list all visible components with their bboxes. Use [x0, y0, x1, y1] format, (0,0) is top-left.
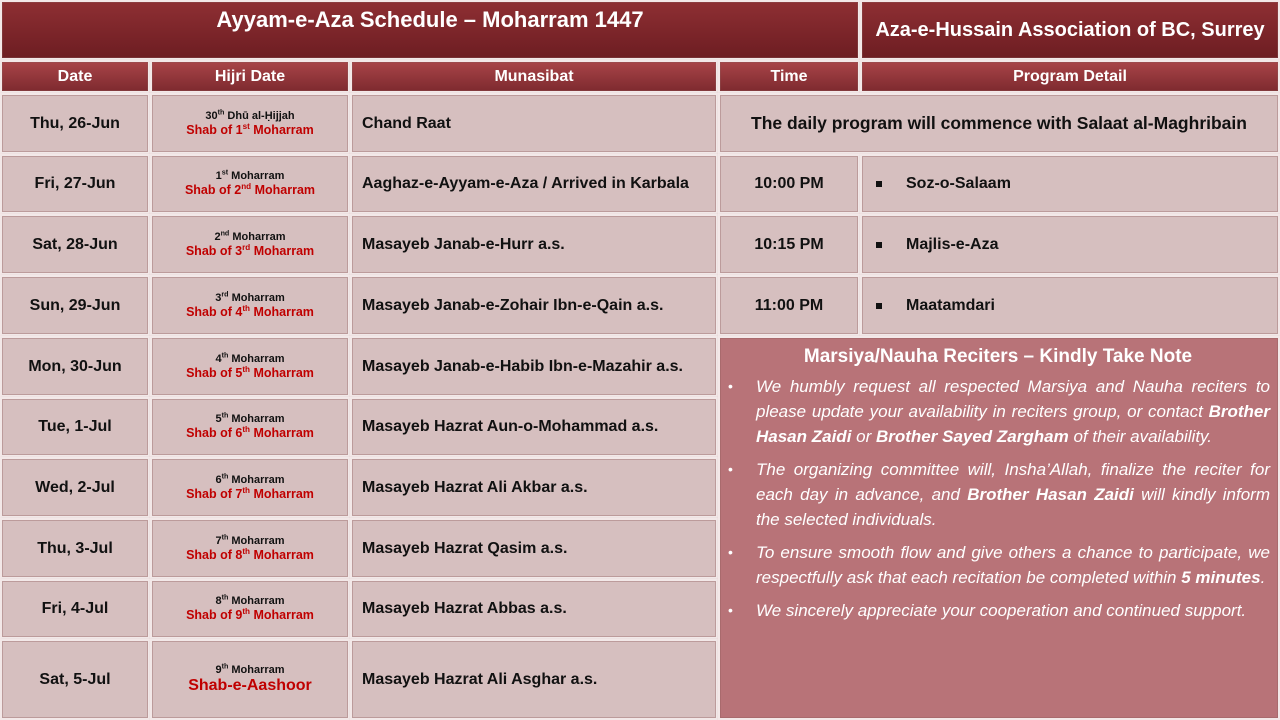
row-hijri-date [150, 154, 350, 214]
row-munasibat: Masayeb Janab-e-Hurr a.s. [350, 214, 718, 275]
hijri-shab: Shab of 3rd Moharram [185, 242, 315, 258]
row-date: Sat, 28-Jun [0, 214, 150, 275]
hijri-day: 9th Moharram [215, 662, 285, 676]
row-hijri-date [150, 336, 350, 397]
program-item-label: Majlis-e-Aza [906, 235, 999, 253]
row-munasibat: Masayeb Janab-e-Zohair Ibn-e-Qain a.s. [350, 275, 718, 336]
hijri-day: 1st Moharram [215, 168, 285, 183]
row-munasibat: Masayeb Hazrat Ali Asghar a.s. [350, 639, 718, 720]
row-munasibat: Masayeb Hazrat Abbas a.s. [350, 579, 718, 639]
row-munasibat: Chand Raat [350, 93, 718, 154]
notice-item: • To ensure smooth flow and give others a chance to participate, we respectfully ask that each recitation be completed within 5 minutes. [726, 540, 1270, 590]
row-date: Thu, 3-Jul [0, 518, 150, 579]
row-hijri-date [150, 518, 350, 579]
row-munasibat: Aaghaz-e-Ayyam-e-Aza / Arrived in Karbala [350, 154, 718, 214]
program-item [860, 154, 1280, 214]
hijri-day: 6th Moharram [215, 472, 285, 486]
notice-list [726, 374, 1270, 631]
hijri-day: 4th Moharram [215, 351, 285, 365]
row-hijri-date [150, 214, 350, 275]
row-date: Sat, 5-Jul [0, 639, 150, 720]
row-date: Fri, 4-Jul [0, 579, 150, 639]
row-hijri-date [150, 397, 350, 457]
row-hijri-date [150, 93, 350, 154]
col-header-date: Date [0, 60, 150, 93]
row-munasibat: Masayeb Janab-e-Habib Ibn-e-Mazahir a.s. [350, 336, 718, 397]
hijri-day: 8th Moharram [215, 593, 285, 608]
program-time: 10:15 PM [718, 214, 860, 275]
hijri-day: 7th Moharram [215, 533, 285, 547]
hijri-shab: Shab of 2nd Moharram [184, 181, 316, 198]
col-header-hijri-date: Hijri Date [150, 60, 350, 93]
notice-item: • We sincerely appreciate your cooperation and continued support. [726, 598, 1270, 623]
hijri-day: 3rd Moharram [215, 290, 285, 304]
row-date: Mon, 30-Jun [0, 336, 150, 397]
row-hijri-date [150, 275, 350, 336]
program-time: 11:00 PM [718, 275, 860, 336]
square-bullet-icon [876, 181, 882, 187]
notice-item: • We humbly request all respected Marsiya and Nauha reciters to please update your availability in reciters group, or contact Brother Hasan Zaidi or Brother Sayed Zargham of their availability. [726, 374, 1270, 449]
program-item-label: Soz-o-Salaam [906, 175, 1011, 192]
row-date: Wed, 2-Jul [0, 457, 150, 518]
hijri-shab: Shab-e-Aashoor [188, 676, 312, 694]
hijri-day: 2nd Moharram [214, 229, 286, 243]
square-bullet-icon [876, 303, 882, 309]
hijri-shab: Shab of 5th Moharram [186, 364, 314, 380]
hijri-shab: Shab of 7th Moharram [186, 485, 314, 501]
reciters-notice-panel [718, 336, 1280, 720]
hijri-shab: Shab of 8th Moharram [186, 546, 314, 562]
notice-title: Marsiya/Nauha Reciters – Kindly Take Note [803, 346, 1193, 367]
program-item [860, 275, 1280, 336]
page-title: Ayyam-e-Aza Schedule – Moharram 1447 [216, 7, 644, 32]
row-munasibat: Masayeb Hazrat Qasim a.s. [350, 518, 718, 579]
row-munasibat: Masayeb Hazrat Ali Akbar a.s. [350, 457, 718, 518]
col-header-time: Time [718, 60, 860, 93]
row-date: Thu, 26-Jun [0, 93, 150, 154]
row-date: Sun, 29-Jun [0, 275, 150, 336]
notice-item: • The organizing committee will, Insha’Allah, finalize the reciter for each day in advance, and Brother Hasan Zaidi will kindly inform the selected individuals. [726, 457, 1270, 532]
col-header-munasibat: Munasibat [350, 60, 718, 93]
program-commence-note: The daily program will commence with Salaat al-Maghribain [718, 93, 1280, 154]
hijri-day: 5th Moharram [215, 411, 285, 426]
hijri-shab: Shab of 4th Moharram [186, 303, 314, 319]
row-date: Tue, 1-Jul [0, 397, 150, 457]
hijri-shab: Shab of 6th Moharram [186, 424, 314, 441]
hijri-day: 30th Dhū al-Ḥijjah [205, 108, 295, 122]
col-header-program-detail: Program Detail [860, 60, 1280, 93]
square-bullet-icon [876, 242, 882, 248]
row-date: Fri, 27-Jun [0, 154, 150, 214]
program-item-label: Maatamdari [906, 296, 995, 314]
org-name-bar [860, 0, 1280, 60]
row-munasibat: Masayeb Hazrat Aun-o-Mohammad a.s. [350, 397, 718, 457]
row-hijri-date [150, 639, 350, 720]
row-hijri-date [150, 579, 350, 639]
org-name: Aza-e-Hussain Association of BC, Surrey [875, 18, 1265, 41]
program-time: 10:00 PM [718, 154, 860, 214]
schedule-title-bar [0, 0, 860, 60]
program-item [860, 214, 1280, 275]
hijri-shab: Shab of 1st Moharram [186, 121, 314, 137]
row-hijri-date [150, 457, 350, 518]
hijri-shab: Shab of 9th Moharram [186, 606, 314, 623]
